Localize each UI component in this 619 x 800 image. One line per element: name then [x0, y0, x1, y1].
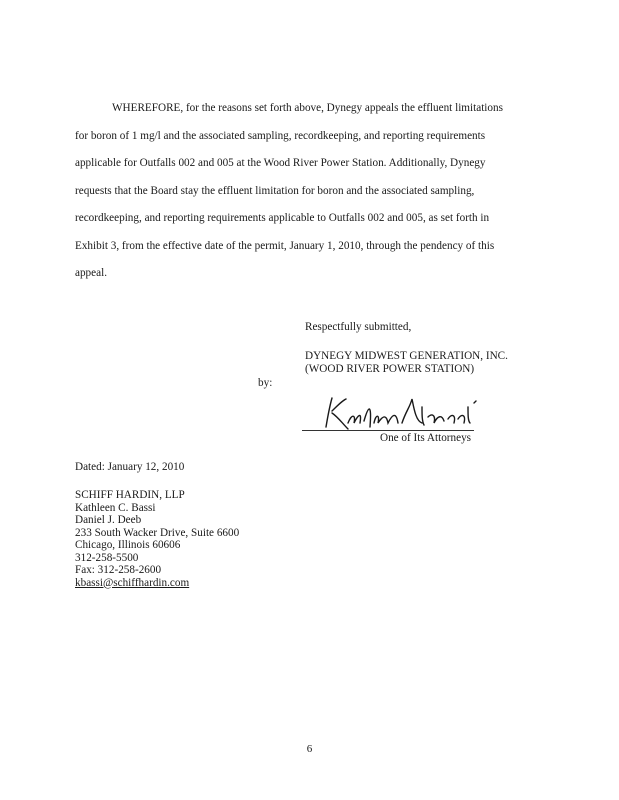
paragraph-line: Exhibit 3, from the effective date of the permit, January 1, 2010, through the pendency of this [75, 239, 495, 252]
fax-number: Fax: 312-258-2600 [75, 564, 162, 576]
street-address: 233 South Wacker Drive, Suite 6600 [75, 526, 240, 539]
firm-name: SCHIFF HARDIN, LLP [75, 489, 185, 501]
email-link[interactable]: kbassi@schiffhardin.com [75, 576, 190, 589]
paragraph-line: applicable for Outfalls 002 and 005 at the Wood River Power Station. Additionally, Dynegy [75, 157, 486, 169]
paragraph-line: requests that the Board stay the effluent limitation for boron and the associated sampling, [75, 184, 475, 197]
paragraph-line: recordkeeping, and reporting requirements applicable to Outfalls 002 and 005, as set forth in [75, 212, 490, 224]
phone-number: 312-258-5500 [75, 551, 139, 564]
company-line-1: DYNEGY MIDWEST GENERATION, INC. [305, 350, 508, 362]
date-line: Dated: January 12, 2010 [75, 461, 185, 473]
attorney-name: Daniel J. Deeb [75, 514, 142, 526]
city-state-zip: Chicago, Illinois 60606 [75, 539, 181, 551]
attorneys-caption: One of Its Attorneys [380, 432, 472, 444]
company-line-2: (WOOD RIVER POWER STATION) [305, 362, 475, 375]
page-number: 6 [306, 743, 313, 755]
by-label: by: [258, 377, 273, 389]
signature-line [302, 430, 474, 431]
paragraph-line: WHEREFORE, for the reasons set forth above, Dynegy appeals the effluent limitations [112, 102, 503, 114]
wherefore-paragraph [75, 95, 545, 288]
handwritten-signature [318, 393, 488, 435]
paragraph-line: appeal. [75, 267, 107, 279]
respectfully-submitted: Respectfully submitted, [305, 321, 412, 333]
attorney-name: Kathleen C. Bassi [75, 501, 156, 514]
firm-address-block [75, 489, 239, 589]
company-name [305, 350, 508, 375]
paragraph-line: for boron of 1 mg/l and the associated sampling, recordkeeping, and reporting requirements [75, 129, 486, 142]
